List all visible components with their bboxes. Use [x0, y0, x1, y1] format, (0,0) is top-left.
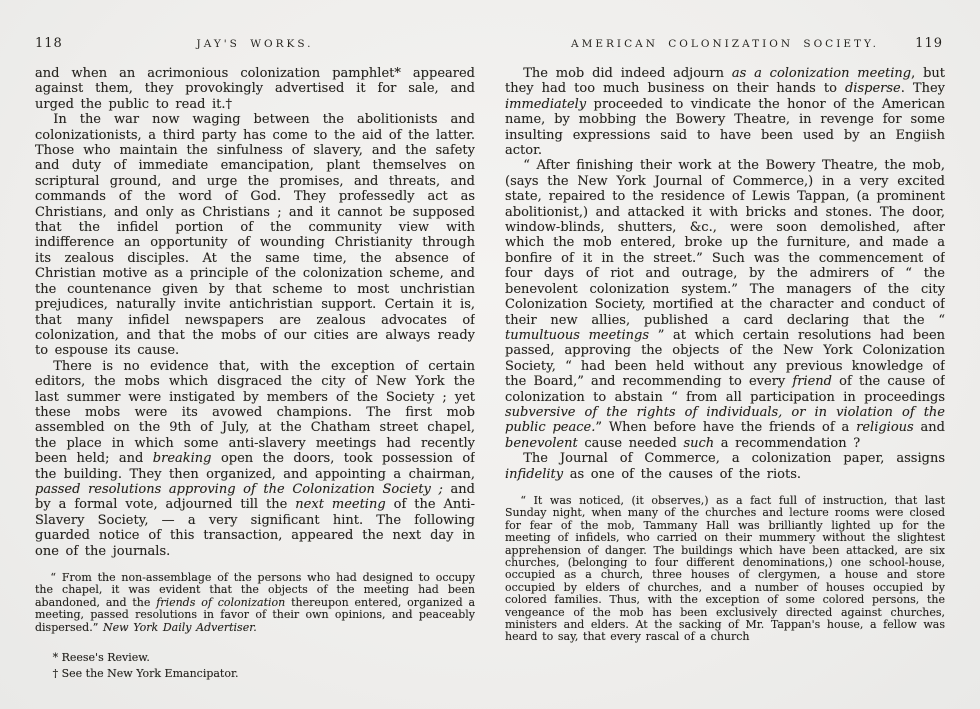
text-run: cause needed — [577, 435, 684, 451]
text-run: ” at which certain resolutions had been passed, approving the objects of the New York Colonization Society, “ had been held without any previous knowledge of the Board,” and recommending to every — [505, 327, 945, 390]
running-header-right — [505, 36, 945, 52]
text-run: as one of the causes of the riots. — [563, 466, 802, 482]
italic-text-run: as a colonization meeting — [731, 66, 912, 81]
paragraph — [35, 359, 475, 559]
italic-text-run: friends of colonization — [156, 595, 286, 609]
footnote — [35, 666, 475, 682]
page-body-left — [35, 66, 475, 634]
text-run: In the war now waging between the abolitionists and colonizationists, a third party has come to the aid of the latter. Those who maintain the sinfulness of slavery, and the safety and duty of immediate emancipation, plant themselves on scriptural ground, and urge the promises, and threats, and commands of the word of God. They professedly act as Christians, and only as Christians ; and it cannot be supposed that the infidel portion of the community view with indifference an opportunity of wounding Christianity through its zealous disciples. At the same time, the absence of Christian motive as a principle of the colonization scheme, and the countenance given by that scheme to most unchristian prejudices, naturally invite antichristian support. Certain it is, that many infidel newspapers are zealous advocates of colonization, and that the mobs of our cities are always ready to espouse its cause. — [35, 112, 475, 359]
text-run: open the doors, took possession of the building. They then organized, and appointing a chairman, — [35, 451, 475, 482]
italic-text-run: immediately — [505, 96, 587, 112]
paragraph — [505, 495, 945, 644]
text-run: “ It was noticed, (it observes,) as a fact full of instruction, that last Sunday night, when many of the churches and lecture rooms were closed for fear of the mob, Tammany Hall was brilliantly lighted up for the meeting of infidels, who carried on their mummery without the slightest apprehension of danger. The buildings which have been attacked, are six churches, (belonging to four different denominations,) one school-house, occupied as a church, three houses of clergymen, a house and store occupied by elders of churches, and a number of houses occupied by colored families. Thus, with the exception of some colored persons, the vengeance of the mob has been exclusively directed against churches, ministers and elders. At the sacking of Mr. Tappan's house, a fellow was heard to say, that every rascal of a church — [505, 493, 945, 644]
italic-text-run: friend — [792, 374, 832, 390]
text-run: of the Anti-Slavery Society, — a very significant hint. The following guarded notice of this transaction, appeared the next day in one of the journals. — [35, 497, 475, 559]
running-header-left — [35, 36, 475, 52]
page-right — [505, 36, 945, 696]
text-run: † See the New York Emancipator. — [52, 666, 239, 680]
page-number-right: 119 — [915, 36, 943, 51]
italic-text-run: subversive of the rights of individuals, or in violation of the public peace. — [505, 404, 945, 436]
text-run: and by a formal vote, adjourned till the — [35, 481, 475, 513]
text-run: thereupon entered, organized a meeting, passed resolutions in favor of their own opinions, and peaceably dispersed.” — [35, 595, 475, 634]
text-run: of the cause of colonization to abstain “ from all participation in proceedings — [505, 374, 945, 405]
text-run: * Reese's Review. — [52, 651, 150, 665]
page-body-right — [505, 66, 945, 644]
text-run: . They — [900, 81, 945, 97]
text-run: “ From the non-assemblage of the persons who had designed to occupy the chapel, it was evident that the objects of the meeting had been abandoned, and the — [35, 571, 475, 609]
italic-text-run: infidelity — [505, 466, 564, 482]
text-run: There is no evidence that, with the exception of certain editors, the mobs which disgraced the city of New York the last summer were instigated by members of the Society ; yet these mobs were its avowed champions. The first mob assembled on the 9th of July, at the Chatham street chapel, the place in which some anti-slavery meetings had recently been held; and — [35, 358, 475, 467]
text-run: The mob did indeed adjourn — [523, 66, 732, 81]
text-run: ” When before have the friends of a — [595, 420, 857, 436]
running-title-left: JAY'S WORKS. — [196, 38, 314, 50]
text-run: and when an acrimonious colonization pamphlet* appeared against them, they provokingly advertised it for sale, and urged the public to read it.† — [35, 66, 475, 112]
page-left — [35, 36, 475, 696]
text-run: “ After finishing their work at the Bowery Theatre, the mob, (says the New York Journal of Commerce,) in a very excited state, repaired to the residence of Lewis Tappan, (a prominent abolitionist,) and attacked it with bricks and stones. The door, window-blinds, shutters, &c., were soon demolished, after which the mob entered, broke up the furniture, and made a bonfire of it in the street.” Such was the commencement of four days of riot and outrage, by the admirers of “ the benevolent colonization system.” The managers of the city Colonization Society, mortified at the character and conduct of their new allies, published a card declaring that the “ — [505, 158, 945, 328]
footnote — [35, 650, 475, 666]
footnotes-left — [35, 650, 475, 681]
paragraph — [505, 158, 945, 451]
italic-text-run: passed resolutions approving of the Colonization Society ; — [35, 481, 443, 497]
italic-text-run: New York Daily Advertiser. — [103, 620, 257, 634]
italic-text-run: such — [683, 435, 715, 451]
italic-text-run: benevolent — [505, 435, 578, 451]
paragraph — [505, 66, 945, 158]
italic-text-run: religious — [856, 420, 914, 436]
text-run: a recommendation ? — [714, 435, 861, 451]
text-run: proceeded to vindicate the honor of the American name, by mobbing the Bowery Theatre, in revenge for some insulting expressions said to have been used by an Engiish actor. — [505, 96, 945, 159]
paragraph — [35, 572, 475, 634]
page-number-left: 118 — [35, 36, 63, 51]
text-run: , but they had too much business on their hands to — [505, 66, 945, 97]
text-run: The Journal of Commerce, a colonization paper, assigns — [523, 451, 945, 467]
italic-text-run: disperse — [844, 81, 901, 97]
text-run: and — [913, 420, 945, 436]
paragraph — [505, 451, 945, 482]
paragraph — [35, 66, 475, 112]
italic-text-run: breaking — [152, 451, 212, 467]
italic-text-run: next meeting — [295, 497, 386, 513]
running-title-right: AMERICAN COLONIZATION SOCIETY. — [571, 38, 879, 50]
paragraph — [35, 112, 475, 359]
italic-text-run: tumultuous meetings — [505, 327, 650, 343]
